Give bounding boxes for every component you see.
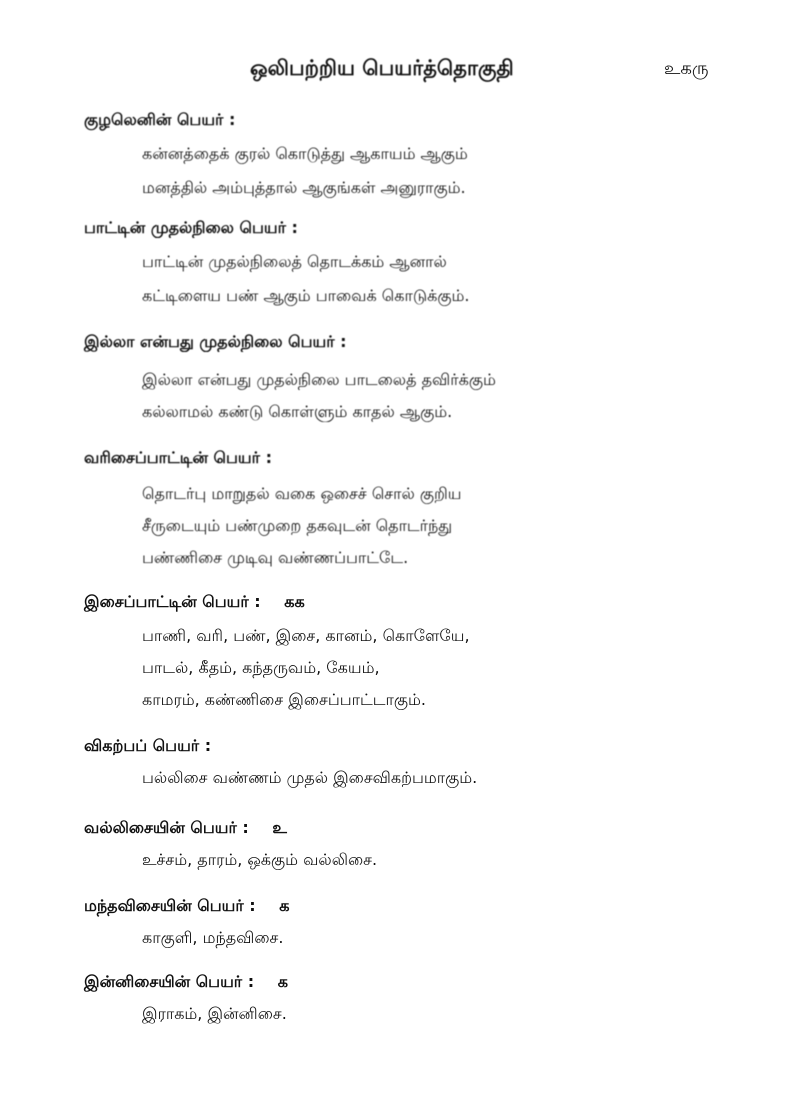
section-9 <box>0 972 800 1032</box>
section-6 <box>0 736 800 796</box>
verse-line: காமரம், கண்ணிசை இசைப்பாட்டாகும். <box>142 690 426 709</box>
section-title-text: இல்லா என்பது முதல்நிலை பெயர் : <box>84 332 347 351</box>
section-title-text: இன்னிசையின் பெயர் : <box>84 972 255 991</box>
page-number: உகரு <box>664 58 709 79</box>
verse-line: சீருடையும் பண்முறை தகவுடன் தொடர்ந்து <box>142 516 453 535</box>
section-count: க <box>279 896 290 915</box>
section-title <box>84 592 305 613</box>
verse-line: கல்லாமல் கண்டு கொள்ளும் காதல் ஆகும். <box>142 402 453 421</box>
verse-line: கட்டிளைய பண் ஆகும் பாவைக் கொடுக்கும். <box>142 286 470 305</box>
verse-line: பண்ணிசை முடிவு வண்ணப்பாட்டே. <box>142 548 409 567</box>
section-title-text: மந்தவிசையின் பெயர் : <box>84 896 256 915</box>
verse-line: காகுளி, மந்தவிசை. <box>142 928 284 947</box>
section-count: கக <box>284 592 305 611</box>
section-title <box>84 972 288 993</box>
section-title <box>84 218 298 239</box>
section-title-text: விகற்பப் பெயர் : <box>84 736 212 755</box>
section-1 <box>0 110 800 200</box>
page-header <box>0 48 800 88</box>
section-count: உ <box>272 818 287 837</box>
verse-line: பாணி, வரி, பண், இசை, கானம், கொளேயே, <box>142 626 470 645</box>
verse-line: உச்சம், தாரம், ஒக்கும் வல்லிசை. <box>142 850 378 869</box>
section-8 <box>0 896 800 956</box>
verse-line: இல்லா என்பது முதல்நிலை பாடலைத் தவிர்க்கும் <box>142 370 496 389</box>
section-2 <box>0 218 800 308</box>
verse-line: பல்லிசை வண்ணம் முதல் இசைவிகற்பமாகும். <box>142 768 478 787</box>
section-3 <box>0 332 800 422</box>
section-title <box>84 110 235 131</box>
section-7 <box>0 818 800 878</box>
section-title <box>84 896 290 917</box>
section-title <box>84 818 287 839</box>
section-title-text: பாட்டின் முதல்நிலை பெயர் : <box>84 218 298 237</box>
verse-line: பாட்டின் முதல்நிலைத் தொடக்கம் ஆனால் <box>142 252 447 271</box>
section-title <box>84 448 272 469</box>
section-title-text: வல்லிசையின் பெயர் : <box>84 818 249 837</box>
section-5 <box>0 592 800 712</box>
verse-line: பாடல், கீதம், கந்தருவம், கேயம், <box>142 658 380 677</box>
section-title-text: வரிசைப்பாட்டின் பெயர் : <box>84 448 272 467</box>
verse-line: இராகம், இன்னிசை. <box>142 1004 287 1023</box>
page-title: ஒலிபற்றிய பெயர்த்தொகுதி <box>250 56 514 80</box>
verse-line: கன்னத்தைக் குரல் கொடுத்து ஆகாயம் ஆகும் <box>142 144 468 163</box>
verse-line: மனத்தில் அம்புத்தால் ஆகுங்கள் அனுராகும். <box>142 178 466 197</box>
section-count: க <box>277 972 288 991</box>
section-title <box>84 332 347 353</box>
section-title-text: இசைப்பாட்டின் பெயர் : <box>84 592 261 611</box>
section-title <box>84 736 211 757</box>
section-title-text: குழலெனின் பெயர் : <box>84 110 236 129</box>
verse-line: தொடர்பு மாறுதல் வகை ஒசைச் சொல் குறிய <box>142 484 462 503</box>
section-4 <box>0 448 800 568</box>
